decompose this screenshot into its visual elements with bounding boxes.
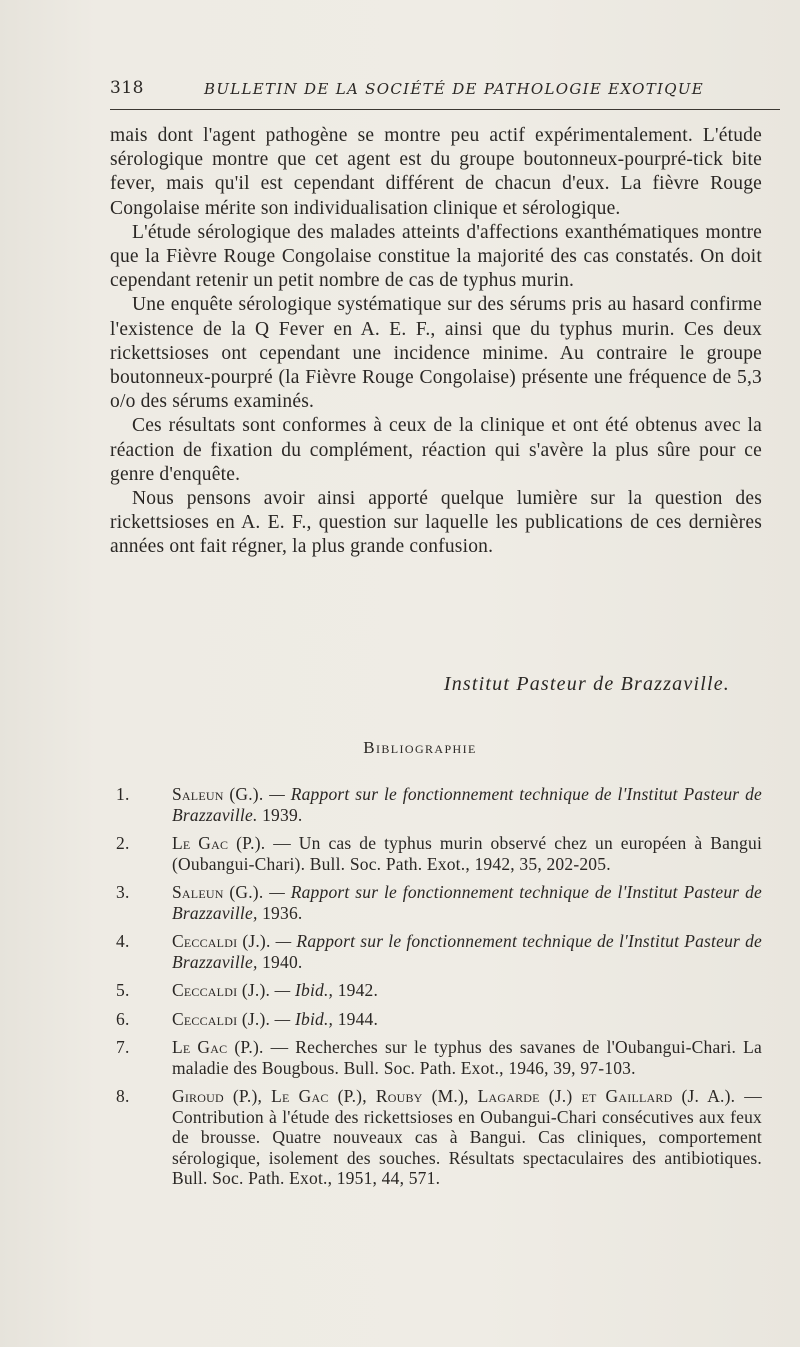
entry-author: Saleun (G.). [172,882,264,902]
entry-author: Le Gac (P.). [172,833,266,853]
bibliography-entry [110,833,762,874]
entry-title: — Ibid., [274,980,334,1000]
entry-details: — Recherches sur le typhus des savanes de l'Oubangui-Chari. La maladie des Bougbous. Bull. Soc. Path. Exot., 1946, 39, 97-103. [172,1037,762,1078]
entry-number: 8. [116,1086,130,1106]
entry-details: 1936. [257,902,303,923]
bibliography-entry [110,1009,762,1030]
entry-details: 1942. [333,980,379,1000]
entry-title: — Ibid., [274,1008,334,1029]
bibliography-entry [110,1037,762,1078]
entry-title: — Rapport sur le fonctionnement technique de l'Institut Pasteur de Brazzaville. [172,784,763,825]
running-title: BULLETIN DE LA SOCIÉTÉ DE PATHOLOGIE EXOTIQUE [204,80,705,98]
entry-author: Le Gac (P.). [172,1037,264,1057]
running-header [110,78,780,102]
bibliography-entry [110,882,762,923]
entry-number: 4. [116,931,130,951]
entry-number: 6. [116,1008,130,1029]
entry-details: 1940. [257,951,303,972]
bibliography-entry [110,1086,762,1189]
institution-signature: Institut Pasteur de Brazzaville. [443,673,730,695]
entry-number: 7. [116,1037,130,1057]
bibliography-entry [110,931,762,972]
paragraph: Une enquête sérologique systématique sur des sérums pris au hasard confirme l'existence de la Q Fever en A. E. F., ainsi que du typhus murin. Ces deux rickettsioses ont cependant une incidence minime. Au contraire le groupe boutonneux-pourpré (la Fièvre Rouge Congolaise) présente une fréquence de 5,3 o/o des sérums examinés. [110,294,762,413]
bibliography-entry [110,784,762,825]
paragraph: mais dont l'agent pathogène se montre peu actif expérimentalement. L'étude sérologique montre que cet agent est du groupe boutonneux-pourpré-tick bite fever, mais qu'il est cependant différent de chacun d'eux. La fièvre Rouge Congolaise mérite son individualisation clinique et sérologique. [110,125,762,219]
entry-author: Ceccaldi (J.). [172,980,271,1000]
entry-number: 5. [116,980,130,1000]
article-body [110,124,762,560]
page-number: 318 [110,78,144,98]
entry-number: 3. [116,882,130,902]
bibliography-list [110,784,762,1197]
entry-title: — Rapport sur le fonctionnement technique de l'Institut Pasteur de Brazzaville, [172,931,763,972]
entry-details: 1939. [257,804,303,825]
entry-author: Giroud (P.), Le Gac (P.), Rouby (M.), Lagarde (J.) et Gaillard (J. A.). [172,1086,736,1106]
entry-number: 2. [116,833,130,853]
entry-author: Saleun (G.). [172,784,264,804]
entry-details: — Un cas de typhus murin observé chez un européen à Bangui (Oubangui-Chari). Bull. Soc. Path. Exot., 1942, 35, 202-205. [172,833,763,874]
entry-author: Ceccaldi (J.). [172,1008,271,1029]
bibliography-heading [110,738,730,758]
paragraph: L'étude sérologique des malades atteints d'affections exanthématiques montre que la Fièvre Rouge Congolaise constitue la majorité des cas constatés. On doit cependant retenir un petit nombre de cas de typhus murin. [110,221,762,292]
header-rule [110,109,780,110]
entry-number: 1. [116,784,130,804]
paragraph: Nous pensons avoir ainsi apporté quelque lumière sur la question des rickettsioses en A. E. F., question sur laquelle les publications de ces dernières années ont fait régner, la plus grande confusion. [110,488,762,558]
entry-details: — Contribution à l'étude des rickettsioses en Oubangui-Chari consécutives aux feux de brousse. Quatre nouveaux cas à Bangui. Cas cliniques, comportement sérologique, isolement des souches. Résultats spectaculaires des antibiotiques. Bull. Soc. Path. Exot., 1951, 44, 571. [172,1086,762,1188]
entry-title: — Rapport sur le fonctionnement technique de l'Institut Pasteur de Brazzaville, [172,882,763,923]
bibliography-entry [110,980,762,1001]
entry-author: Ceccaldi (J.). [172,931,271,951]
entry-details: 1944. [333,1008,379,1029]
paragraph: Ces résultats sont conformes à ceux de la clinique et ont été obtenus avec la réaction de fixation du complément, réaction qui s'avère la plus sûre pour ce genre d'enquête. [110,415,762,485]
bibliography-heading-text: Bibliographie [363,738,477,757]
